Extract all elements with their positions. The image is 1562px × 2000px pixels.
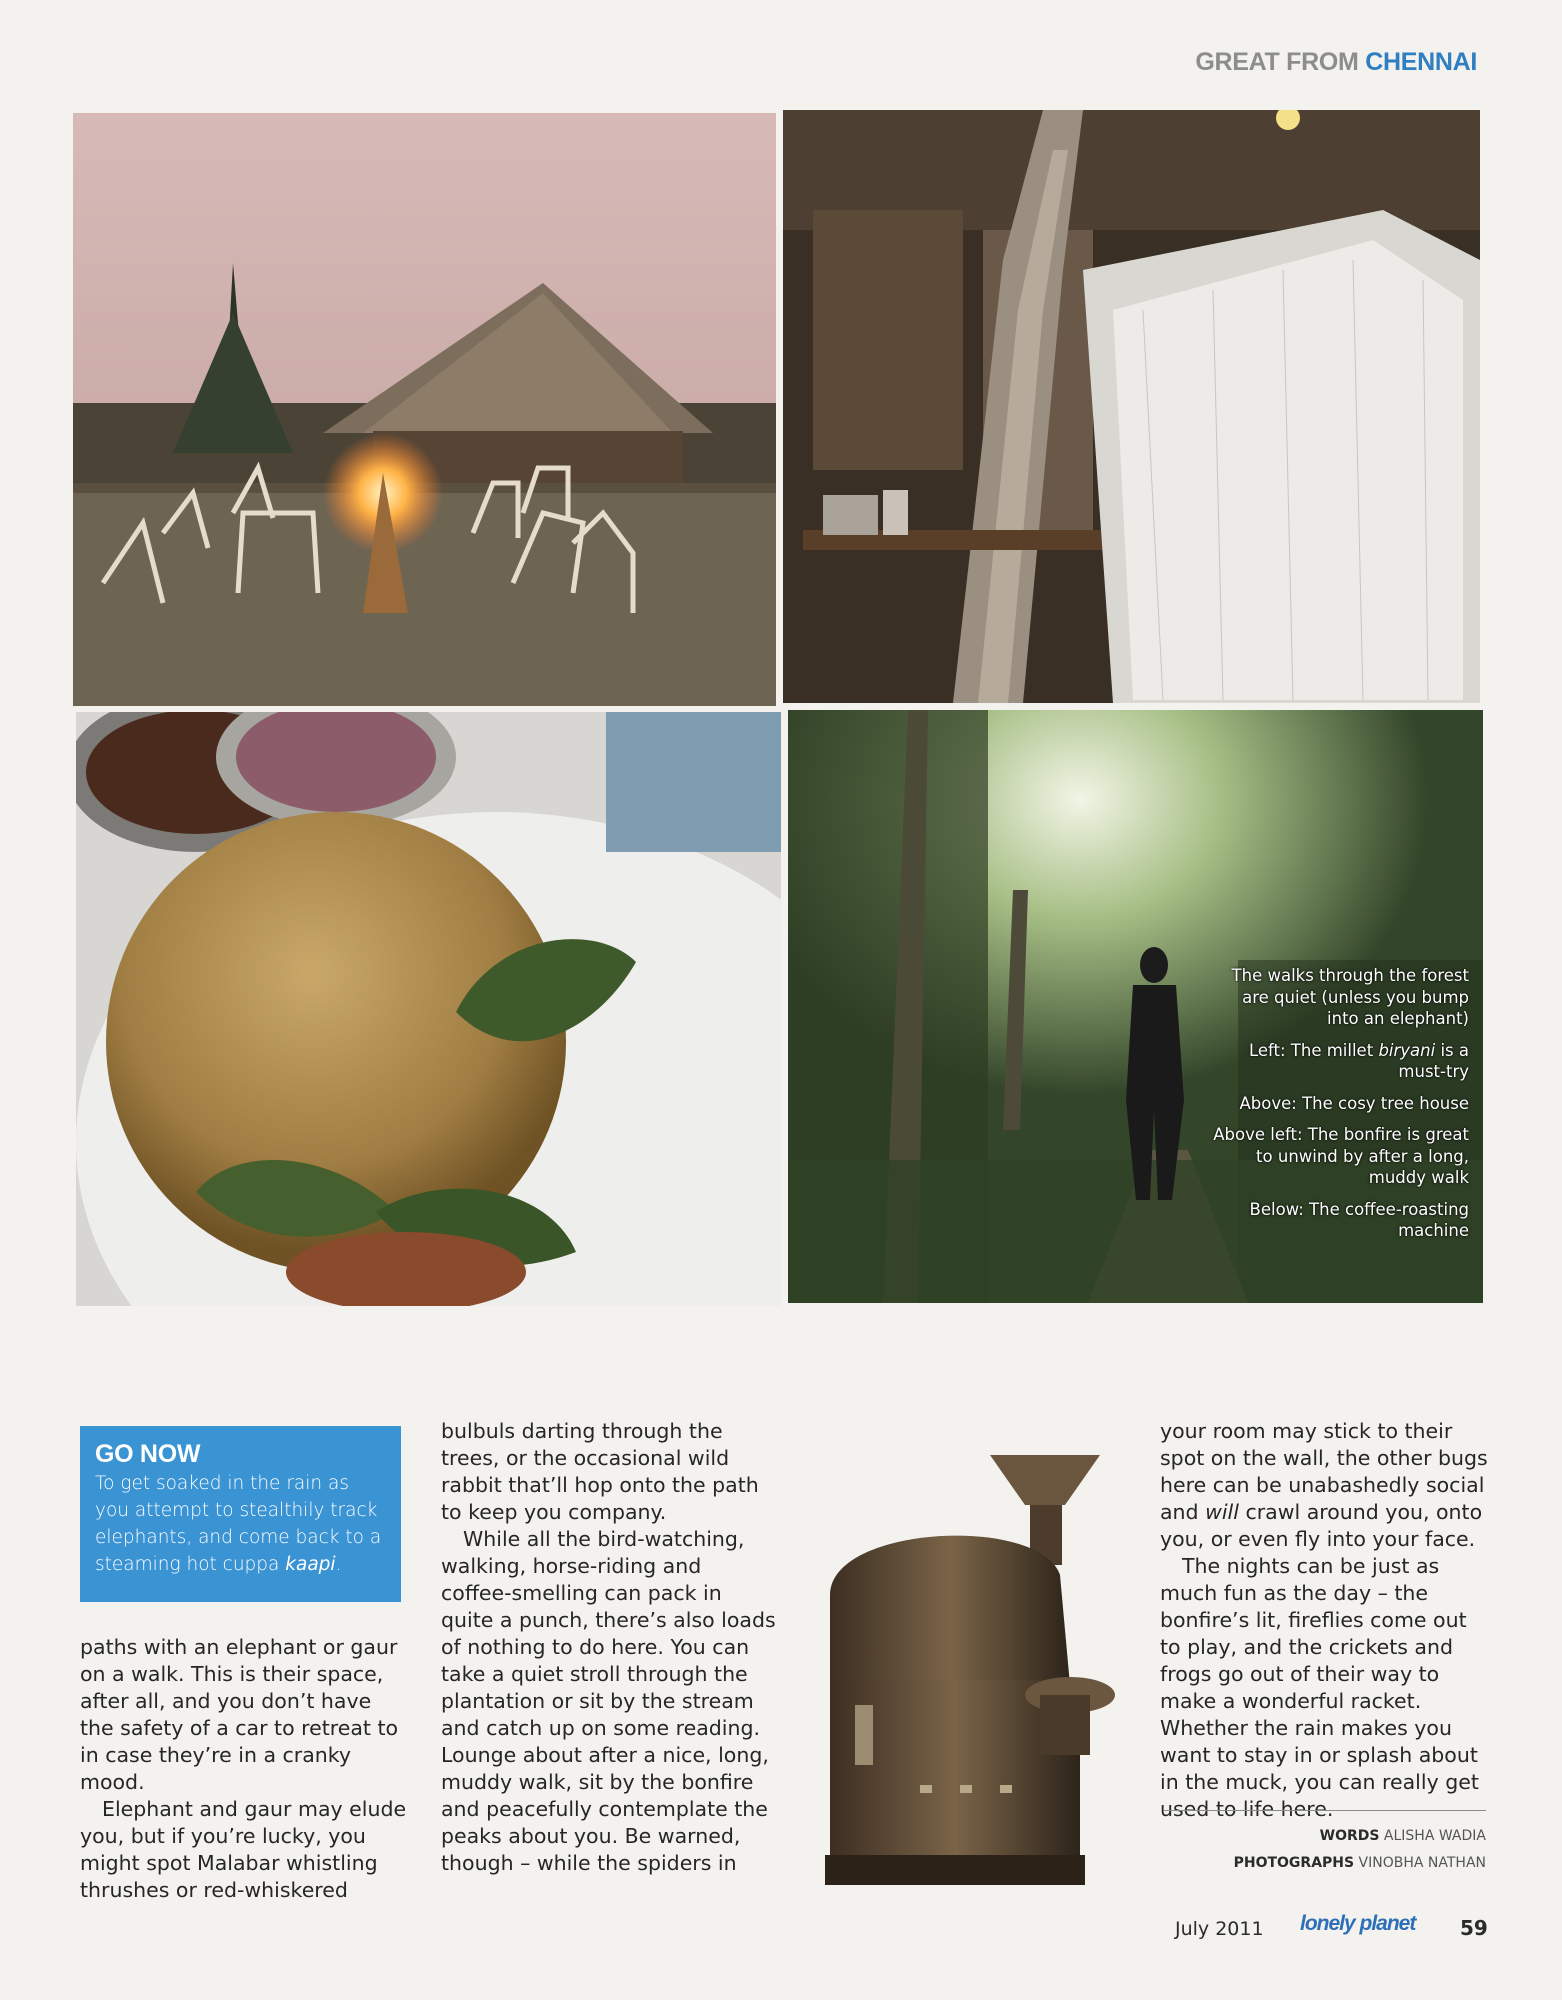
bonfire-photo <box>73 113 776 706</box>
go-now-title: GO NOW <box>95 1440 201 1468</box>
paragraph: Elephant and gaur may elude you, but if you’re lucky, you might spot Malabar whistling thrushes or red-whiskered <box>80 1797 407 1902</box>
caption-forest: The walks through the forest are quiet (unless you bump into an elephant) <box>1231 966 1469 1028</box>
page-number: 59 <box>1460 1916 1488 1940</box>
caption-bonfire: Above left: The bonfire is great to unwind by after a long, muddy walk <box>1213 1125 1469 1187</box>
header-city: CHENNAI <box>1365 48 1477 76</box>
section-header <box>1195 48 1477 77</box>
go-now-box <box>80 1426 401 1602</box>
caption-roaster: Below: The coffee-roasting machine <box>1249 1199 1469 1240</box>
paragraph: your room may stick to their spot on the wall, the other bugs here can be unabashedly social and will crawl around you, onto you, or even fly into your face. <box>1160 1419 1488 1551</box>
tree-house-photo <box>783 110 1480 703</box>
paragraph: The nights can be just as much fun as the day – the bonfire’s lit, fireflies come out to play, and the crickets and frogs go out of their way to make a wonderful racket. Whether the rain makes you want to stay in or splash about in the muck, you can really get used to life here. <box>1160 1554 1479 1821</box>
body-column-3 <box>1160 1418 1492 1823</box>
credit-photographs: PHOTOGRAPHS VINOBHA NATHAN <box>1233 1855 1486 1871</box>
header-prefix: GREAT FROM <box>1195 48 1359 76</box>
caption-biryani: Left: The millet biryani is a must-try <box>1248 1040 1469 1081</box>
coffee-roasting-machine-photo <box>810 1445 1125 1895</box>
body-column-1 <box>80 1634 410 1904</box>
body-column-2 <box>441 1418 776 1877</box>
lonely-planet-logo: lonely planet <box>1300 1912 1416 1935</box>
paragraph: paths with an elephant or gaur on a walk. This is their space, after all, and you don’t have the safety of a car to retreat to in case they’re in a cranky mood. <box>80 1635 399 1794</box>
caption-treehouse: Above: The cosy tree house <box>1239 1093 1469 1113</box>
issue-date: July 2011 <box>1175 1918 1264 1940</box>
credit-words: WORDS ALISHA WADIA <box>1319 1828 1486 1844</box>
credits <box>1163 1810 1486 1877</box>
paragraph: While all the bird-watching, walking, horse-riding and coffee-smelling can pack in quite a punch, there’s also loads of nothing to do here. You can take a quiet stroll through the plantation or sit by the stream and catch up on some reading. Lounge about after a nice, long, muddy walk, sit by the bonfire and peacefully contemplate the peaks about you. Be warned, though – while the spiders in <box>441 1527 776 1875</box>
millet-biryani-photo <box>76 712 781 1306</box>
forest-walk-photo <box>788 710 1483 1303</box>
go-now-text: To get soaked in the rain as you attempt to stealthily track elephants, and come back to a steaming hot cuppa kaapi. <box>95 1473 382 1575</box>
paragraph: bulbuls darting through the trees, or the occasional wild rabbit that’ll hop onto the path to keep you company. <box>441 1419 759 1524</box>
photo-captions <box>1209 965 1469 1252</box>
